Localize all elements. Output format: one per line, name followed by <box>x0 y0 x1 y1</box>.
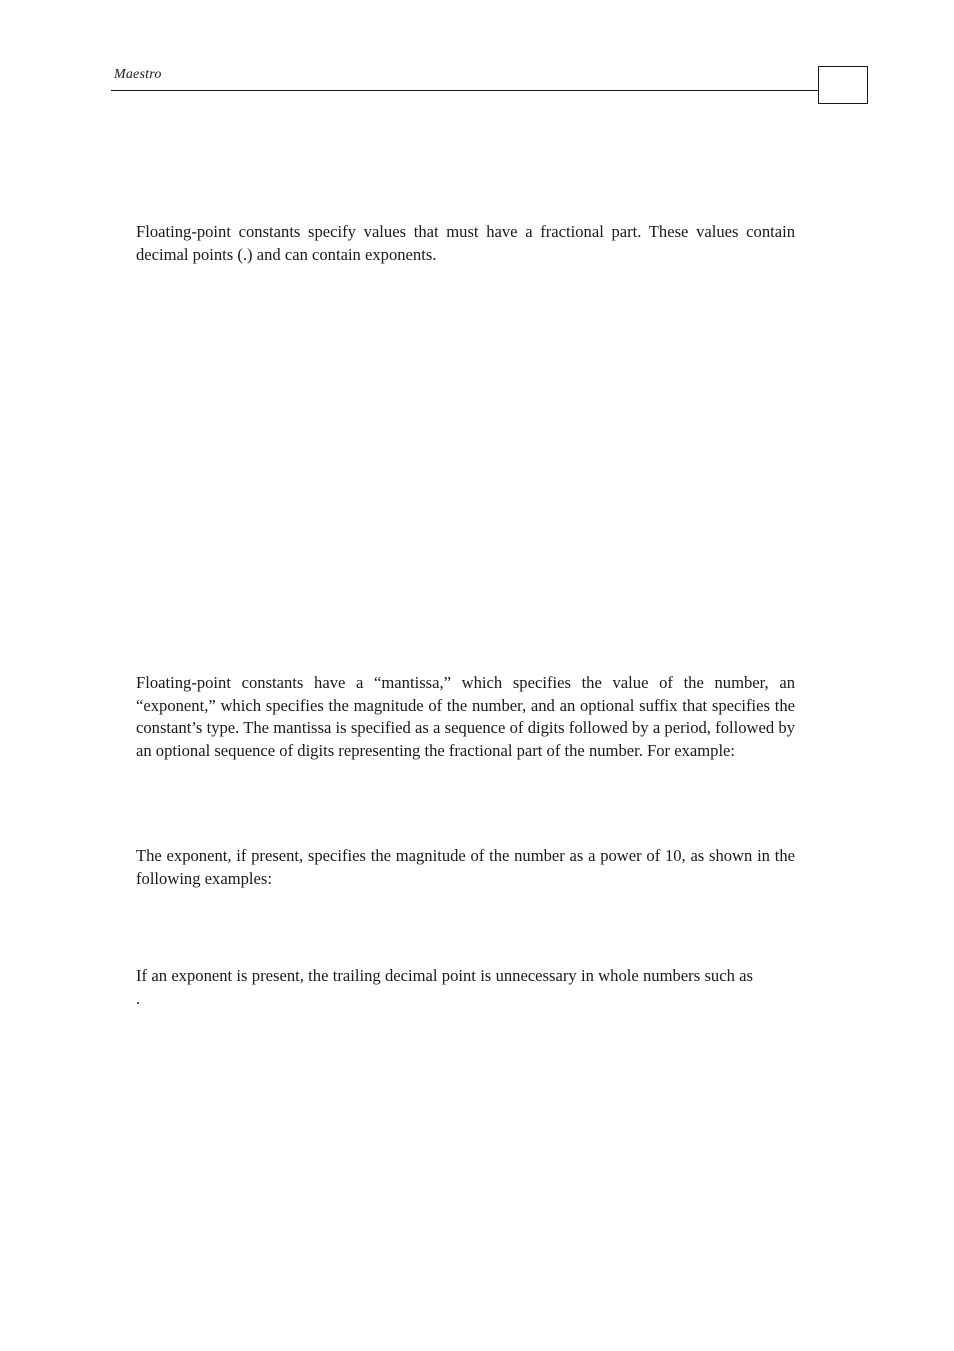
paragraph-trailing-decimal <box>136 965 795 1010</box>
paragraph-floating-point-intro: Floating-point constants specify values that must have a fractional part. These values contain decimal points (.) and can contain exponents. <box>136 222 795 264</box>
paragraph-mantissa: Floating-point constants have a “mantissa,” which specifies the value of the number, an “exponent,” which specifies the magnitude of the number, and an optional suffix that specifies the constant’s type. The mantissa is specified as a sequence of digits followed by a period, followed by an optional sequence of digits representing the fractional part of the number. For example: <box>136 673 795 760</box>
page-number-box <box>818 66 868 104</box>
header-rule <box>111 90 819 91</box>
paragraph-exponent: The exponent, if present, specifies the magnitude of the number as a power of 10, as shown in the following examples: <box>136 846 795 888</box>
paragraph-trailing-decimal-end: . <box>136 988 141 1008</box>
paragraph-trailing-decimal-text: If an exponent is present, the trailing decimal point is unnecessary in whole numbers such as <box>136 966 753 985</box>
running-header-title: Maestro <box>114 67 162 82</box>
